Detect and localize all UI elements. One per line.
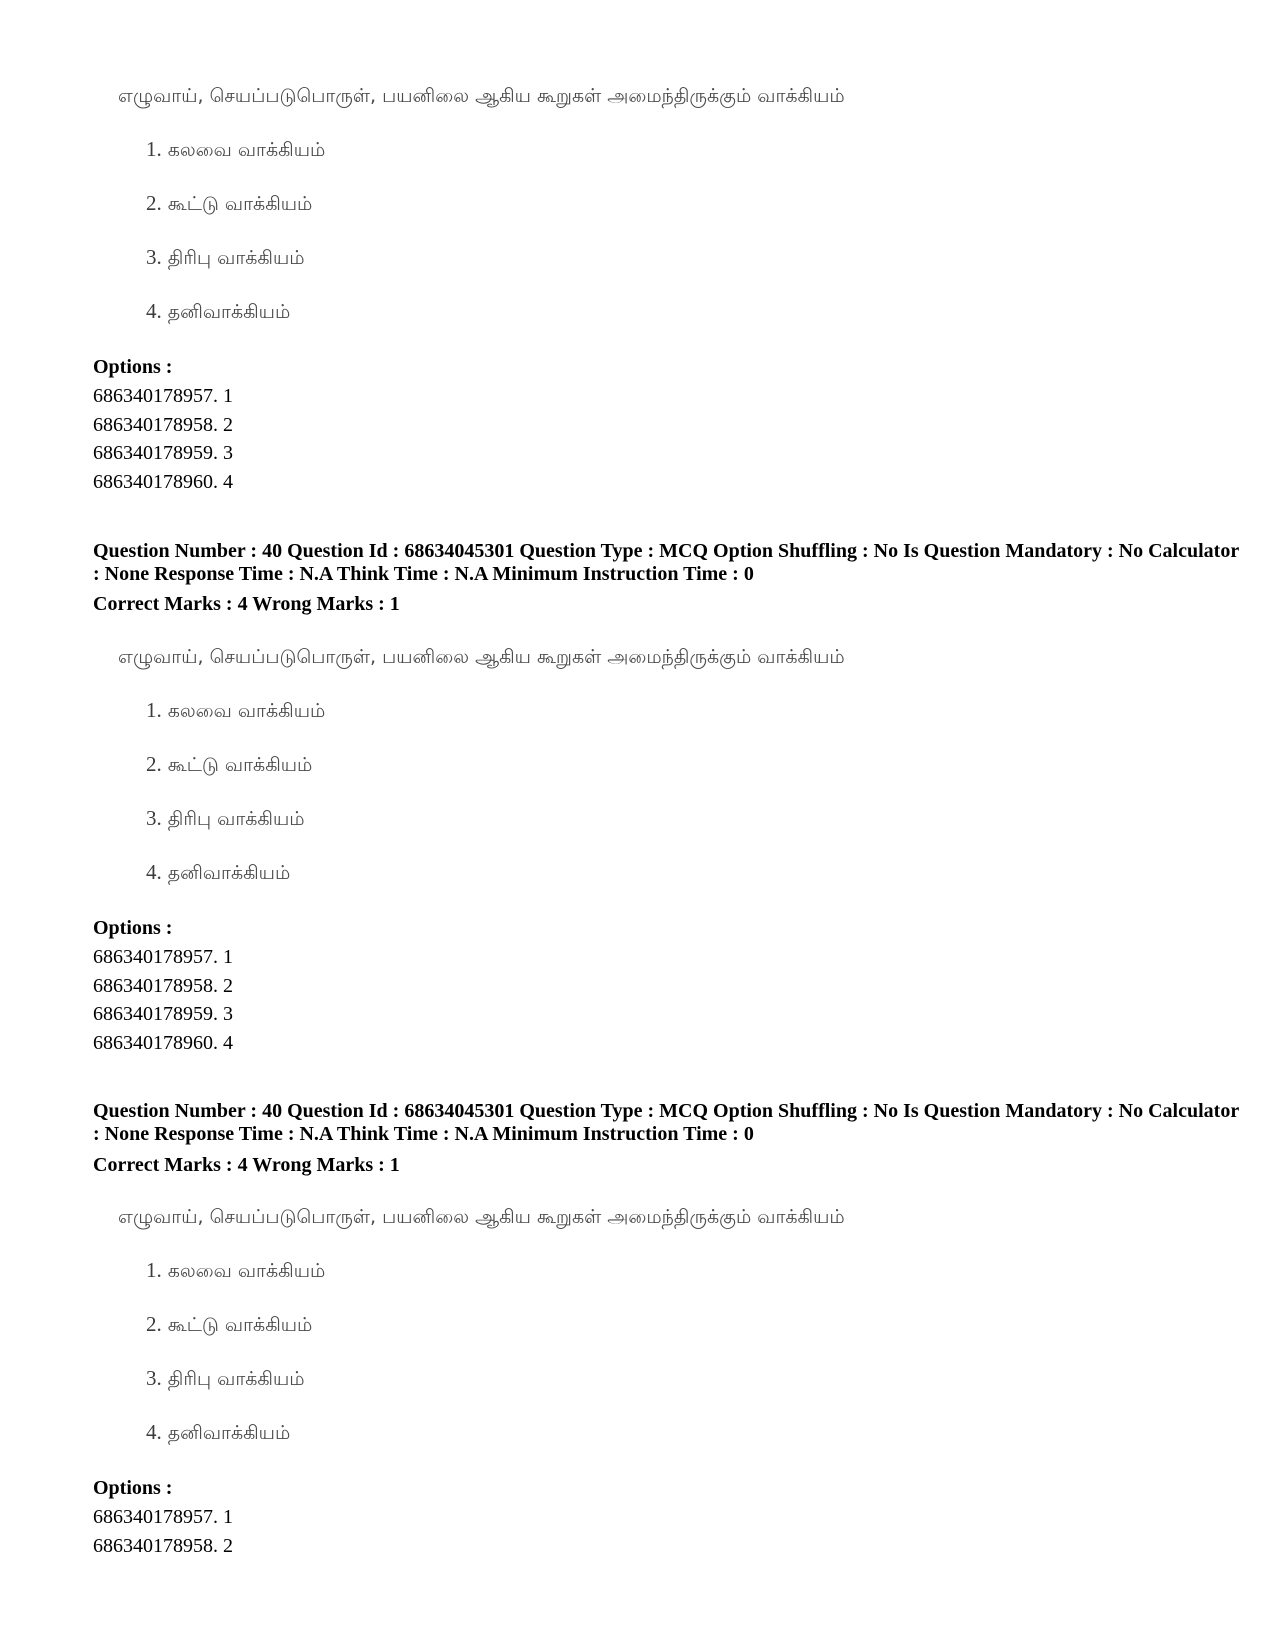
choice-text: தனிவாக்கியம் bbox=[167, 862, 291, 884]
choice-item bbox=[146, 1258, 325, 1283]
choice-number: 2. bbox=[146, 752, 162, 776]
choice-item bbox=[146, 299, 290, 324]
question-meta: Question Number : 40 Question Id : 68634045301 Question Type : MCQ Option Shuffling : No Is Question Mandatory : No Calculator : None Response Time : N.A Think Time : N.A Minimum Instruction Time : 0 bbox=[93, 540, 1239, 585]
choice-number: 2. bbox=[146, 1312, 162, 1336]
choice-text: திரிபு வாக்கியம் bbox=[167, 1368, 305, 1390]
choice-number: 2. bbox=[146, 191, 162, 215]
choice-item bbox=[146, 137, 325, 162]
options-heading: Options : bbox=[93, 356, 173, 378]
choice-text: கூட்டு வாக்கியம் bbox=[167, 754, 313, 776]
choice-text: தனிவாக்கியம் bbox=[167, 301, 291, 323]
option-line: 686340178957. 1 bbox=[93, 1506, 233, 1528]
choice-text: கூட்டு வாக்கியம் bbox=[167, 1314, 313, 1336]
choice-text: தனிவாக்கியம் bbox=[167, 1422, 291, 1444]
choice-text: கலவை வாக்கியம் bbox=[167, 1260, 326, 1282]
choice-item bbox=[146, 1420, 290, 1445]
option-line: 686340178958. 2 bbox=[93, 975, 233, 997]
question-stem: எழுவாய், செயப்படுபொருள், பயனிலை ஆகிய கூறுகள் அமைந்திருக்கும் வாக்கியம் bbox=[118, 85, 845, 107]
question-marks: Correct Marks : 4 Wrong Marks : 1 bbox=[93, 1154, 400, 1176]
choice-text: திரிபு வாக்கியம் bbox=[167, 808, 305, 830]
options-heading: Options : bbox=[93, 917, 173, 939]
choice-text: கூட்டு வாக்கியம் bbox=[167, 193, 313, 215]
choice-number: 1. bbox=[146, 1258, 162, 1282]
choice-item bbox=[146, 860, 290, 885]
choice-item bbox=[146, 752, 312, 777]
question-marks: Correct Marks : 4 Wrong Marks : 1 bbox=[93, 593, 400, 615]
choice-number: 1. bbox=[146, 137, 162, 161]
option-line: 686340178959. 3 bbox=[93, 1003, 233, 1025]
choice-item bbox=[146, 245, 305, 270]
choice-number: 3. bbox=[146, 806, 162, 830]
choice-text: கலவை வாக்கியம் bbox=[167, 139, 326, 161]
question-stem: எழுவாய், செயப்படுபொருள், பயனிலை ஆகிய கூறுகள் அமைந்திருக்கும் வாக்கியம் bbox=[118, 1206, 845, 1228]
option-line: 686340178958. 2 bbox=[93, 1535, 233, 1557]
choice-number: 4. bbox=[146, 299, 162, 323]
choice-number: 4. bbox=[146, 860, 162, 884]
option-line: 686340178960. 4 bbox=[93, 471, 233, 493]
choice-number: 4. bbox=[146, 1420, 162, 1444]
option-line: 686340178960. 4 bbox=[93, 1032, 233, 1054]
option-line: 686340178957. 1 bbox=[93, 385, 233, 407]
choice-text: திரிபு வாக்கியம் bbox=[167, 247, 305, 269]
option-line: 686340178957. 1 bbox=[93, 946, 233, 968]
choice-item bbox=[146, 698, 325, 723]
question-meta: Question Number : 40 Question Id : 68634045301 Question Type : MCQ Option Shuffling : No Is Question Mandatory : No Calculator : None Response Time : N.A Think Time : N.A Minimum Instruction Time : 0 bbox=[93, 1100, 1239, 1145]
option-line: 686340178959. 3 bbox=[93, 442, 233, 464]
choice-item bbox=[146, 1366, 305, 1391]
question-stem: எழுவாய், செயப்படுபொருள், பயனிலை ஆகிய கூறுகள் அமைந்திருக்கும் வாக்கியம் bbox=[118, 646, 845, 668]
choice-number: 1. bbox=[146, 698, 162, 722]
choice-item bbox=[146, 191, 312, 216]
options-heading: Options : bbox=[93, 1477, 173, 1499]
choice-number: 3. bbox=[146, 1366, 162, 1390]
choice-item bbox=[146, 806, 305, 831]
choice-text: கலவை வாக்கியம் bbox=[167, 700, 326, 722]
option-line: 686340178958. 2 bbox=[93, 414, 233, 436]
choice-item bbox=[146, 1312, 312, 1337]
choice-number: 3. bbox=[146, 245, 162, 269]
